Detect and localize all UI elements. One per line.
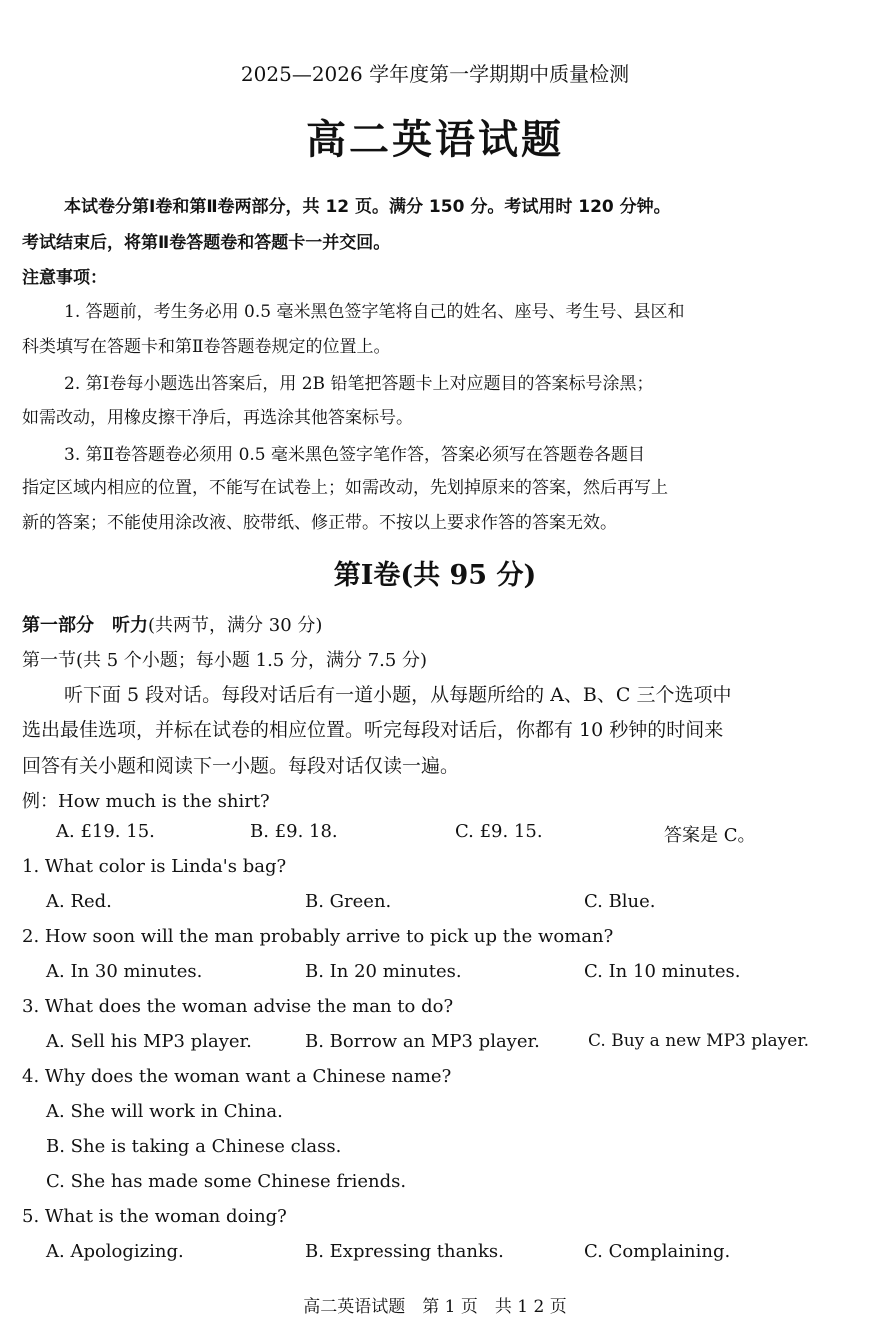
question-4: 4. Why does the woman want a Chinese name? (22, 1066, 452, 1087)
q4-option-a: A. She will work in China. (46, 1101, 283, 1122)
note-line: 如需改动，用橡皮擦干净后，再选涂其他答案标号。 (22, 408, 413, 428)
example-answer: 答案是 C。 (664, 825, 756, 846)
note-line: 新的答案；不能使用涂改液、胶带纸、修正带。不按以上要求作答的答案无效。 (22, 513, 617, 533)
note-line: 指定区域内相应的位置，不能写在试卷上；如需改动，先划掉原来的答案，然后再写上 (22, 478, 668, 498)
note-line: 1. 答题前，考生务必用 0.5 毫米黑色签字笔将自己的姓名、座号、考生号、县区和 (64, 302, 685, 322)
question-2: 2. How soon will the man probably arrive to pick up the woman? (22, 926, 614, 947)
example-option-a: A. £19. 15. (56, 821, 155, 842)
section1-heading: 第一节(共 5 个小题；每小题 1.5 分，满分 7.5 分) (22, 650, 428, 671)
note-line: 2. 第Ⅰ卷每小题选出答案后，用 2B 铅笔把答题卡上对应题目的答案标号涂黑； (64, 374, 654, 394)
q1-option-a: A. Red. (46, 891, 112, 912)
page-footer: 高二英语试题 第 1 页 共 1 2 页 (303, 1297, 567, 1317)
instruction-line: 回答有关小题和阅读下一小题。每段对话仅读一遍。 (22, 755, 460, 777)
q4-option-b: B. She is taking a Chinese class. (46, 1136, 342, 1157)
q1-option-b: B. Green. (305, 891, 392, 912)
q3-option-a: A. Sell his MP3 player. (46, 1031, 252, 1052)
part1-heading-rest: (共两节，满分 30 分) (148, 615, 323, 636)
q2-option-a: A. In 30 minutes. (46, 961, 203, 982)
intro-line-2: 考试结束后，将第Ⅱ卷答题卷和答题卡一并交回。 (22, 233, 391, 253)
part1-heading (22, 611, 322, 637)
notes-heading: 注意事项： (22, 268, 107, 288)
question-1: 1. What color is Linda's bag? (22, 856, 287, 877)
note-line: 3. 第Ⅱ卷答题卷必须用 0.5 毫米黑色签字笔作答，答案必须写在答题卷各题目 (64, 445, 646, 465)
example-question: 例：How much is the shirt? (22, 791, 270, 812)
q5-option-a: A. Apologizing. (46, 1241, 184, 1262)
question-5: 5. What is the woman doing? (22, 1206, 287, 1227)
exam-header: 2025—2026 学年度第一学期期中质量检测 (240, 62, 630, 86)
q4-option-c: C. She has made some Chinese friends. (46, 1171, 407, 1192)
exam-title: 高二英语试题 (306, 116, 564, 163)
q3-option-b: B. Borrow an MP3 player. (305, 1031, 540, 1052)
question-3: 3. What does the woman advise the man to do? (22, 996, 454, 1017)
q5-option-b: B. Expressing thanks. (305, 1241, 504, 1262)
example-option-b: B. £9. 18. (250, 821, 338, 842)
q5-option-c: C. Complaining. (584, 1241, 731, 1262)
instruction-line: 听下面 5 段对话。每段对话后有一道小题，从每题所给的 A、B、C 三个选项中 (64, 684, 732, 706)
q2-option-c: C. In 10 minutes. (584, 961, 741, 982)
volume-title: 第Ⅰ卷(共 95 分) (333, 560, 537, 591)
q1-option-c: C. Blue. (584, 891, 656, 912)
intro-line-1: 本试卷分第Ⅰ卷和第Ⅱ卷两部分，共 12 页。满分 150 分。考试用时 120 分钟。 (64, 197, 671, 217)
q3-option-c: C. Buy a new MP3 player. (588, 1031, 810, 1051)
example-option-c: C. £9. 15. (455, 821, 543, 842)
note-line: 科类填写在答题卡和第Ⅱ卷答题卷规定的位置上。 (22, 337, 391, 357)
instruction-line: 选出最佳选项，并标在试卷的相应位置。听完每段对话后，你都有 10 秒钟的时间来 (22, 719, 724, 741)
q2-option-b: B. In 20 minutes. (305, 961, 462, 982)
part1-heading-bold: 第一部分 听力 (22, 615, 148, 636)
